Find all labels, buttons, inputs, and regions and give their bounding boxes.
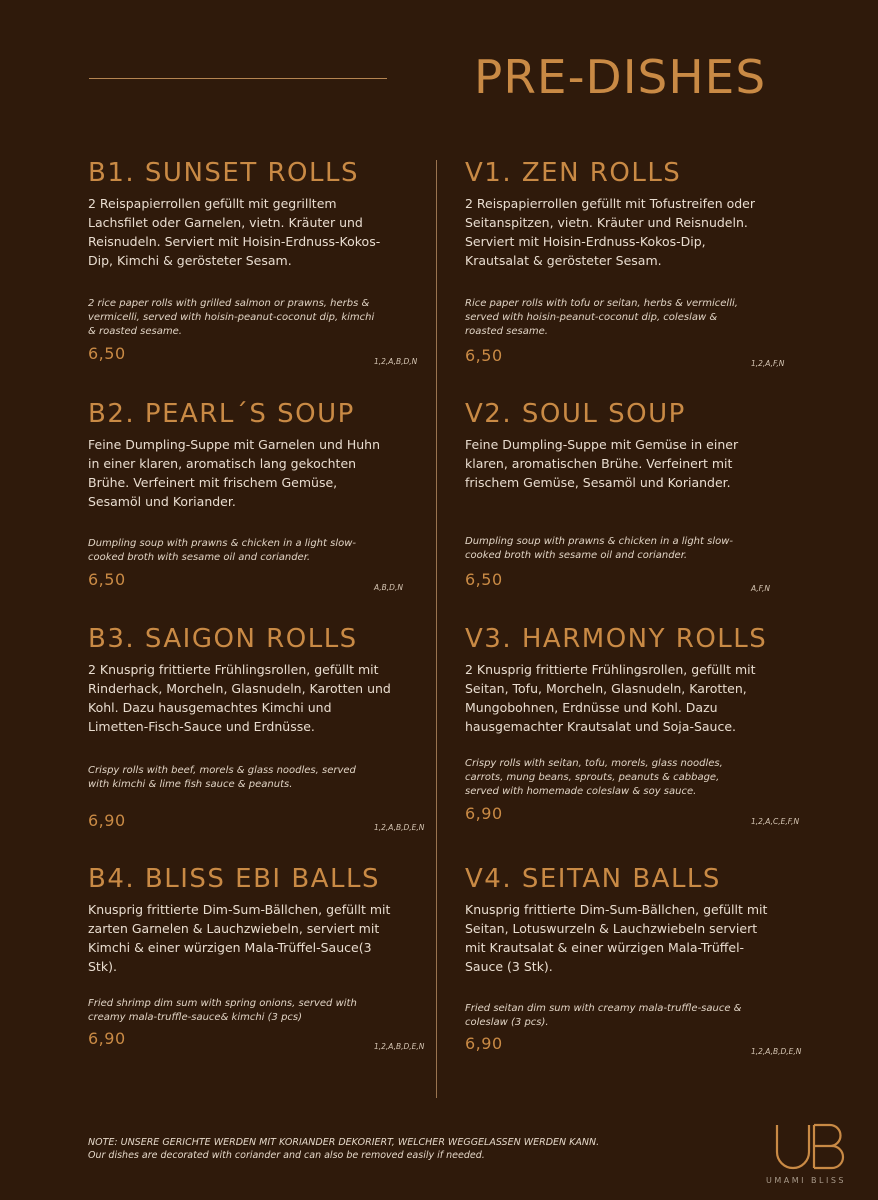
dish-name: B2. PEARL´S SOUP (88, 399, 355, 429)
dish-description-en: 2 rice paper rolls with grilled salmon or prawns, herbs & vermicelli, served with hoisin-peanut-coconut dip, kimchi & roasted sesame. (88, 298, 375, 337)
footer-note-en: Our dishes are decorated with coriander and can also be removed easily if needed. (88, 1150, 485, 1161)
dish-name: V3. HARMONY ROLLS (465, 624, 768, 654)
dish-price: 6,90 (88, 1029, 126, 1048)
dish-price: 6,90 (465, 1034, 503, 1053)
dish-description-de: 2 Knusprig frittierte Frühlingsrollen, gefüllt mit Seitan, Tofu, Morcheln, Glasnudeln, Karotten, Mungobohnen, Erdnüsse und Kohl. Dazu hausgemachter Krautsalat und Soja-Sauce. (465, 662, 756, 734)
dish-price: 6,50 (88, 570, 126, 589)
dish-description-en: Crispy rolls with beef, morels & glass noodles, served with kimchi & lime fish sauce & peanuts. (88, 765, 356, 790)
dish-name: V4. SEITAN BALLS (465, 864, 721, 894)
dish-description-en: Crispy rolls with seitan, tofu, morels, glass noodles, carrots, mung beans, sprouts, peanuts & cabbage, served with homemade coleslaw & soy sauce. (465, 758, 723, 797)
logo-monogram (774, 1122, 850, 1172)
dish-allergens: 1,2,A,B,D,E,N (751, 1047, 802, 1056)
dish-description-de: Knusprig frittierte Dim-Sum-Bällchen, gefüllt mit zarten Garnelen & Lauchzwiebeln, serviert mit Kimchi & einer würzigen Mala-Trüffel-Sauce(3 Stk). (88, 902, 391, 974)
dish-description-en: Dumpling soup with prawns & chicken in a light slow-cooked broth with sesame oil and coriander. (465, 536, 734, 561)
top-rule (89, 78, 387, 79)
dish-price: 6,90 (88, 811, 126, 830)
dish-description-en: Fried seitan dim sum with creamy mala-truffle-sauce & coleslaw (3 pcs). (465, 1003, 742, 1028)
dish-b3 (88, 624, 438, 832)
dish-b1 (88, 158, 438, 366)
dish-allergens: 1,2,A,B,D,N (374, 357, 418, 366)
dish-description-en: Fried shrimp dim sum with spring onions, served with creamy mala-truffle-sauce& kimchi (3 pcs) (88, 998, 357, 1023)
dish-name: B4. BLISS EBI BALLS (88, 864, 380, 894)
footer-note-de: NOTE: UNSERE GERICHTE WERDEN MIT KORIANDER DEKORIERT, WELCHER WEGGELASSEN WERDEN KANN. (88, 1137, 600, 1148)
dish-description-de: Feine Dumpling-Suppe mit Gemüse in einer klaren, aromatischen Brühe. Verfeinert mit frischem Gemüse, Sesamöl und Koriander. (465, 437, 739, 490)
dish-b2 (88, 399, 438, 592)
dish-v3 (465, 624, 815, 826)
dish-allergens: 1,2,A,B,D,E,N (374, 1042, 425, 1051)
dish-name: B3. SAIGON ROLLS (88, 624, 358, 654)
dish-name: V1. ZEN ROLLS (465, 158, 682, 188)
dish-allergens: 1,2,A,C,E,F,N (751, 817, 800, 826)
dish-description-de: Knusprig frittierte Dim-Sum-Bällchen, gefüllt mit Seitan, Lotuswurzeln & Lauchzwiebeln serviert mit Krautsalat & einer würzigen Mala-Trüffel-Sauce (3 Stk). (465, 902, 768, 974)
dish-price: 6,50 (465, 570, 503, 589)
dish-allergens: A,B,D,N (374, 583, 403, 592)
dish-allergens: 1,2,A,B,D,E,N (374, 823, 425, 832)
dish-price: 6,50 (465, 346, 503, 365)
dish-v4 (465, 864, 815, 1056)
page-title: PRE-DISHES (474, 50, 767, 104)
footer-note (88, 1136, 728, 1162)
dish-description-de: 2 Reispapierrollen gefüllt mit Tofustreifen oder Seitanspitzen, vietn. Kräuter und Reisnudeln. Serviert mit Hoisin-Erdnuss-Kokos-Dip, Krautsalat & gerösteter Sesam. (465, 196, 755, 268)
logo-wordmark: UMAMI BLISS (766, 1176, 846, 1185)
dish-name: V2. SOUL SOUP (465, 399, 686, 429)
dish-description-en: Rice paper rolls with tofu or seitan, herbs & vermicelli, served with hoisin-peanut-coconut dip, coleslaw & roasted sesame. (465, 298, 738, 337)
dish-v1 (465, 158, 815, 368)
dish-description-de: Feine Dumpling-Suppe mit Garnelen und Huhn in einer klaren, aromatisch lang gekochten Brühe. Verfeinert mit frischem Gemüse, Sesamöl und Koriander. (88, 437, 380, 509)
dish-price: 6,90 (465, 804, 503, 823)
dish-description-de: 2 Knusprig frittierte Frühlingsrollen, gefüllt mit Rinderhack, Morcheln, Glasnudeln, Karotten und Kohl. Dazu hausgemachtes Kimchi und Limetten-Fisch-Sauce und Erdnüsse. (88, 662, 391, 734)
dish-description-en: Dumpling soup with prawns & chicken in a light slow-cooked broth with sesame oil and coriander. (88, 538, 357, 563)
dish-allergens: A,F,N (751, 584, 770, 593)
dish-v2 (465, 399, 815, 593)
dish-allergens: 1,2,A,F,N (751, 359, 785, 368)
dish-description-de: 2 Reispapierrollen gefüllt mit gegrilltem Lachsfilet oder Garnelen, vietn. Kräuter und Reisnudeln. Serviert mit Hoisin-Erdnuss-Kokos-Dip, Kimchi & gerösteter Sesam. (88, 196, 381, 268)
dish-b4 (88, 864, 438, 1051)
dish-price: 6,50 (88, 344, 126, 363)
dish-name: B1. SUNSET ROLLS (88, 158, 359, 188)
